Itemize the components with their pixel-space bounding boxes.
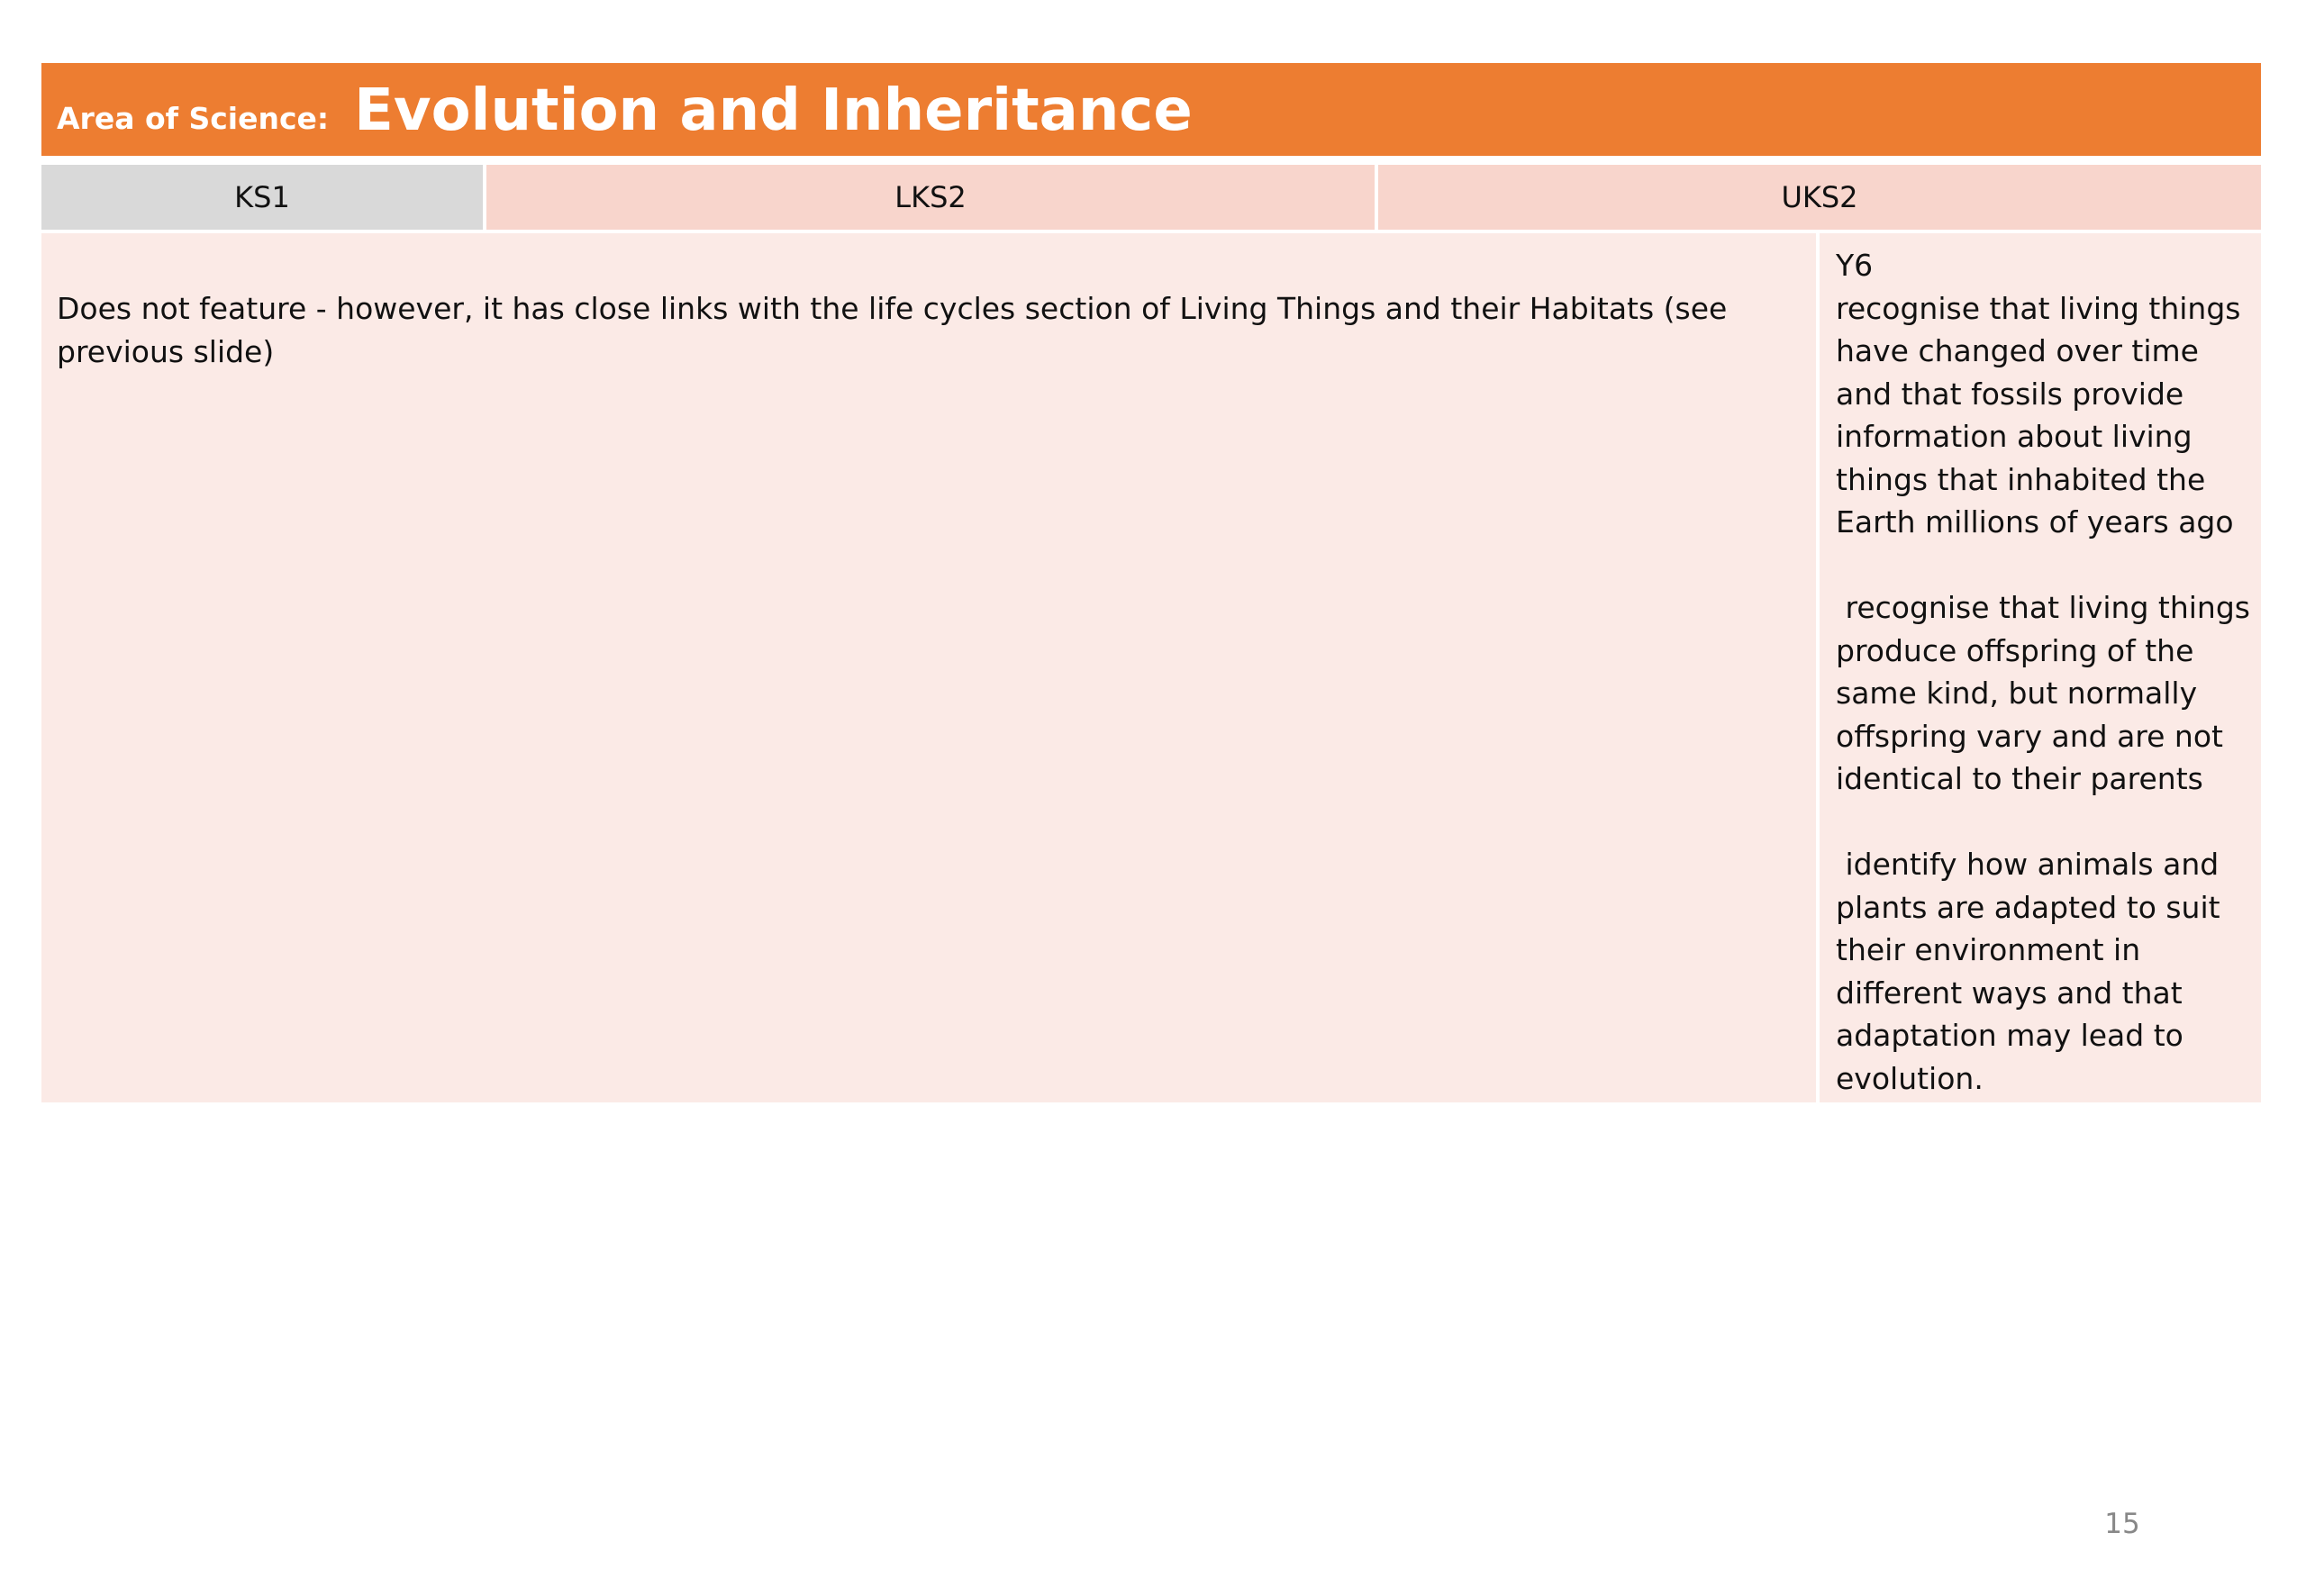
- column-header-uks2: UKS2: [1378, 165, 2261, 230]
- y6-cell: [1820, 233, 2261, 1102]
- y6-objective: identify how animals and plants are adapted to suit their environment in different ways and that adaptation may lead to evolution.: [1836, 847, 2230, 1096]
- page-number: 15: [2104, 1508, 2140, 1540]
- title-bar: [41, 63, 2261, 156]
- y6-objective: recognise that living things have changed over time and that fossils provide information about living things that inhabited the Earth millions of years ago: [1836, 290, 2250, 540]
- key-stage-header-row: [41, 165, 2261, 230]
- content-row: [41, 233, 2261, 1102]
- column-header-ks1: KS1: [41, 165, 483, 230]
- not-featured-cell: [41, 233, 1816, 1102]
- column-header-lks2: LKS2: [486, 165, 1375, 230]
- not-featured-note: Does not feature - however, it has close links with the life cycles section of Living Things and their Habitats (see previous slide): [57, 291, 1728, 369]
- slide-title: Evolution and Inheritance: [354, 77, 1193, 144]
- y6-heading: Y6: [1836, 248, 1874, 283]
- y6-objective: recognise that living things produce offspring of the same kind, but normally offspring vary and are not identical to their parents: [1836, 590, 2260, 796]
- area-of-science-label: Area of Science:: [57, 101, 330, 136]
